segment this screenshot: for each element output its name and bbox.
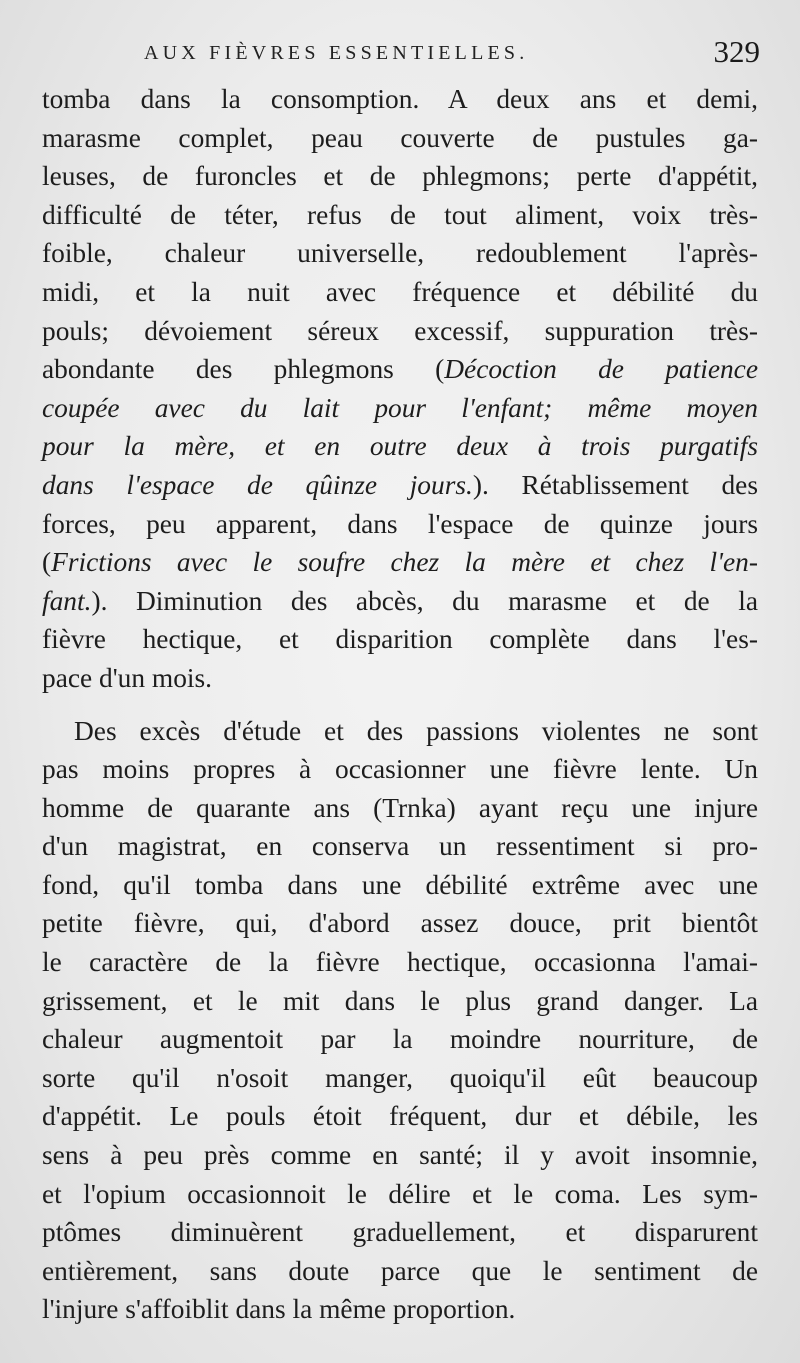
- text-line: [42, 904, 758, 943]
- line-text: forces, peu apparent, dans l'espace de quinze jours: [42, 508, 758, 539]
- line-text: pouls; dévoiement séreux excessif, suppuration très-: [42, 315, 758, 346]
- line-text: l'injure s'affoiblit dans la même proportion.: [42, 1294, 516, 1325]
- text-line: [42, 427, 758, 466]
- line-text: ptômes diminuèrent graduellement, et disparurent: [42, 1217, 758, 1248]
- text-line: [42, 157, 758, 196]
- text-line: [42, 273, 758, 312]
- line-text: (: [42, 547, 52, 578]
- text-line: [42, 1059, 758, 1098]
- line-text: fond, qu'il tomba dans une débilité extrême avec une: [42, 869, 758, 900]
- line-text: petite fièvre, qui, d'abord assez douce, prit bientôt: [42, 908, 758, 939]
- text-line: [42, 866, 758, 905]
- italic-text: Frictions avec le soufre chez la mère et chez l'en-: [51, 547, 758, 578]
- line-text: d'un magistrat, en conserva un ressentiment si pro-: [42, 831, 758, 862]
- line-text: chaleur augmentoit par la moindre nourriture, de: [42, 1024, 758, 1055]
- italic-text: pour la mère, et en outre deux à trois purgatifs: [42, 431, 758, 462]
- line-text: pace d'un mois.: [42, 662, 213, 693]
- italic-text: fant.: [42, 585, 92, 616]
- line-text: homme de quarante ans (Trnka) ayant reçu une injure: [42, 792, 758, 823]
- line-text: midi, et la nuit avec fréquence et débilité du: [42, 276, 758, 307]
- line-text: ). Rétablissement des: [472, 469, 758, 500]
- line-text: foible, chaleur universelle, redoublement l'après-: [42, 238, 758, 269]
- text-line: [42, 1020, 758, 1059]
- text-line: [42, 712, 758, 751]
- paragraph-2: [42, 712, 758, 1330]
- line-text: marasme complet, peau couverte de pustules ga-: [42, 122, 758, 153]
- text-line: [42, 1175, 758, 1214]
- running-title: AUX FIÈVRES ESSENTIELLES.: [144, 42, 529, 64]
- italic-text: Décoction de patience: [444, 354, 758, 385]
- text-line: [42, 659, 758, 698]
- text-line: [42, 1290, 758, 1329]
- line-text: abondante des phlegmons (: [42, 354, 445, 385]
- line-text: entièrement, sans doute parce que le sentiment de: [42, 1255, 758, 1286]
- italic-text: coupée avec du lait pour l'enfant; même moyen: [42, 392, 758, 423]
- line-text: et l'opium occasionnoit le délire et le coma. Les sym-: [42, 1178, 758, 1209]
- running-header: [40, 34, 780, 74]
- line-text: sens à peu près comme en santé; il y avoit insomnie,: [42, 1140, 758, 1171]
- text-line: [42, 350, 758, 389]
- text-line: [42, 80, 758, 119]
- line-text: Des excès d'étude et des passions violentes ne sont: [74, 715, 758, 746]
- line-text: pas moins propres à occasionner une fièvre lente. Un: [42, 754, 758, 785]
- line-text: tomba dans la consomption. A deux ans et demi,: [42, 84, 758, 114]
- line-text: sorte qu'il n'osoit manger, quoiqu'il eût beaucoup: [42, 1062, 758, 1093]
- text-line: [42, 943, 758, 982]
- text-line: [42, 982, 758, 1021]
- text-line: [42, 620, 758, 659]
- text-line: [42, 543, 758, 582]
- text-line: [42, 750, 758, 789]
- text-line: [42, 1213, 758, 1252]
- text-line: [42, 1097, 758, 1136]
- line-text: grissement, et le mit dans le plus grand danger. La: [42, 985, 758, 1016]
- line-text: difficulté de téter, refus de tout aliment, voix très-: [42, 199, 758, 230]
- line-text: d'appétit. Le pouls étoit fréquent, dur et débile, les: [42, 1101, 758, 1132]
- text-line: [42, 582, 758, 621]
- italic-text: dans l'espace de qûinze jours.: [42, 469, 473, 500]
- paragraph-1: [42, 80, 758, 698]
- line-text: fièvre hectique, et disparition complète dans l'es-: [42, 624, 758, 655]
- line-text: leuses, de furoncles et de phlegmons; perte d'appétit,: [42, 161, 758, 192]
- text-line: [42, 389, 758, 428]
- paragraph-gap: [42, 698, 758, 712]
- text-line: [42, 1252, 758, 1291]
- text-line: [42, 234, 758, 273]
- text-line: [42, 466, 758, 505]
- text-line: [42, 789, 758, 828]
- text-line: [42, 119, 758, 158]
- text-line: [42, 827, 758, 866]
- text-line: [42, 1136, 758, 1175]
- line-text: le caractère de la fièvre hectique, occasionna l'amai-: [42, 947, 758, 978]
- text-line: [42, 505, 758, 544]
- text-line: [42, 312, 758, 351]
- line-text: ). Diminution des abcès, du marasme et de la: [91, 585, 758, 616]
- page-number: 329: [713, 34, 760, 69]
- text-line: [42, 196, 758, 235]
- body-text: [42, 80, 758, 1329]
